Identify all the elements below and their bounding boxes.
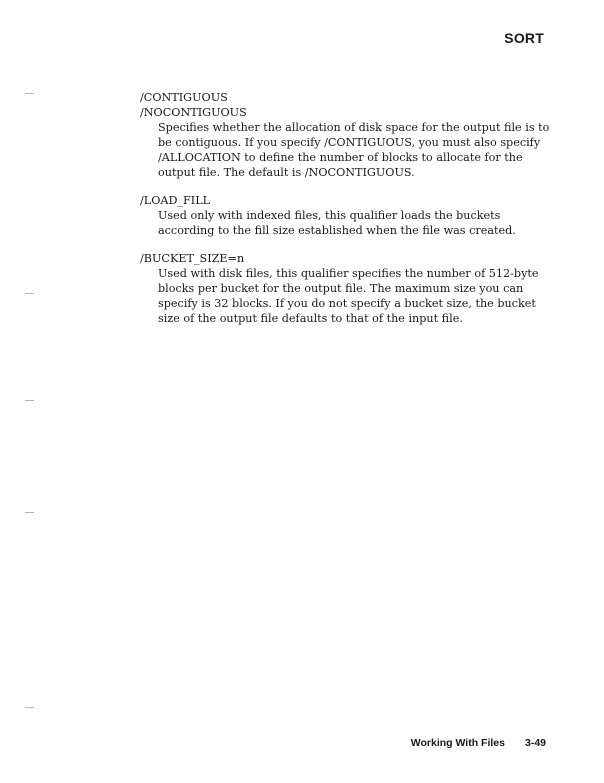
qualifier-entry-bucket-size [140, 251, 550, 326]
qualifier-entry-load-fill [140, 193, 550, 238]
qualifier-term: /LOAD_FILL [140, 194, 211, 207]
qualifier-description: Used with disk files, this qualifier specifies the number of 512-byte blocks per bucket for the output file. The maximum size you can specify is 32 blocks. If you do not specify a bucket size, the bucket size of the output file defaults to that of the input file. [158, 267, 539, 325]
footer-chapter-title: Working With Files [410, 737, 505, 749]
qualifier-description: Specifies whether the allocation of disk space for the output file is to be contiguous. If you specify /CONTIGUOUS, you must also specify /ALLOCATION to define the number of blocks to allocate for the output file. The default is /NOCONTIGUOUS. [158, 121, 550, 179]
margin-mark [25, 512, 34, 513]
margin-mark [25, 93, 34, 94]
margin-mark [25, 293, 34, 294]
margin-mark [25, 400, 34, 401]
page-number: 3-49 [524, 737, 546, 749]
qualifier-term: /NOCONTIGUOUS [140, 106, 247, 119]
section-title: SORT [504, 30, 544, 46]
qualifier-list [140, 90, 550, 339]
page-footer [411, 737, 546, 749]
margin-mark [25, 707, 34, 708]
qualifier-term: /CONTIGUOUS [140, 91, 228, 104]
qualifier-term: /BUCKET_SIZE=n [140, 252, 245, 265]
qualifier-entry-contiguous [140, 90, 550, 180]
qualifier-description: Used only with indexed files, this qualifier loads the buckets according to the fill size established when the file was created. [158, 209, 516, 237]
